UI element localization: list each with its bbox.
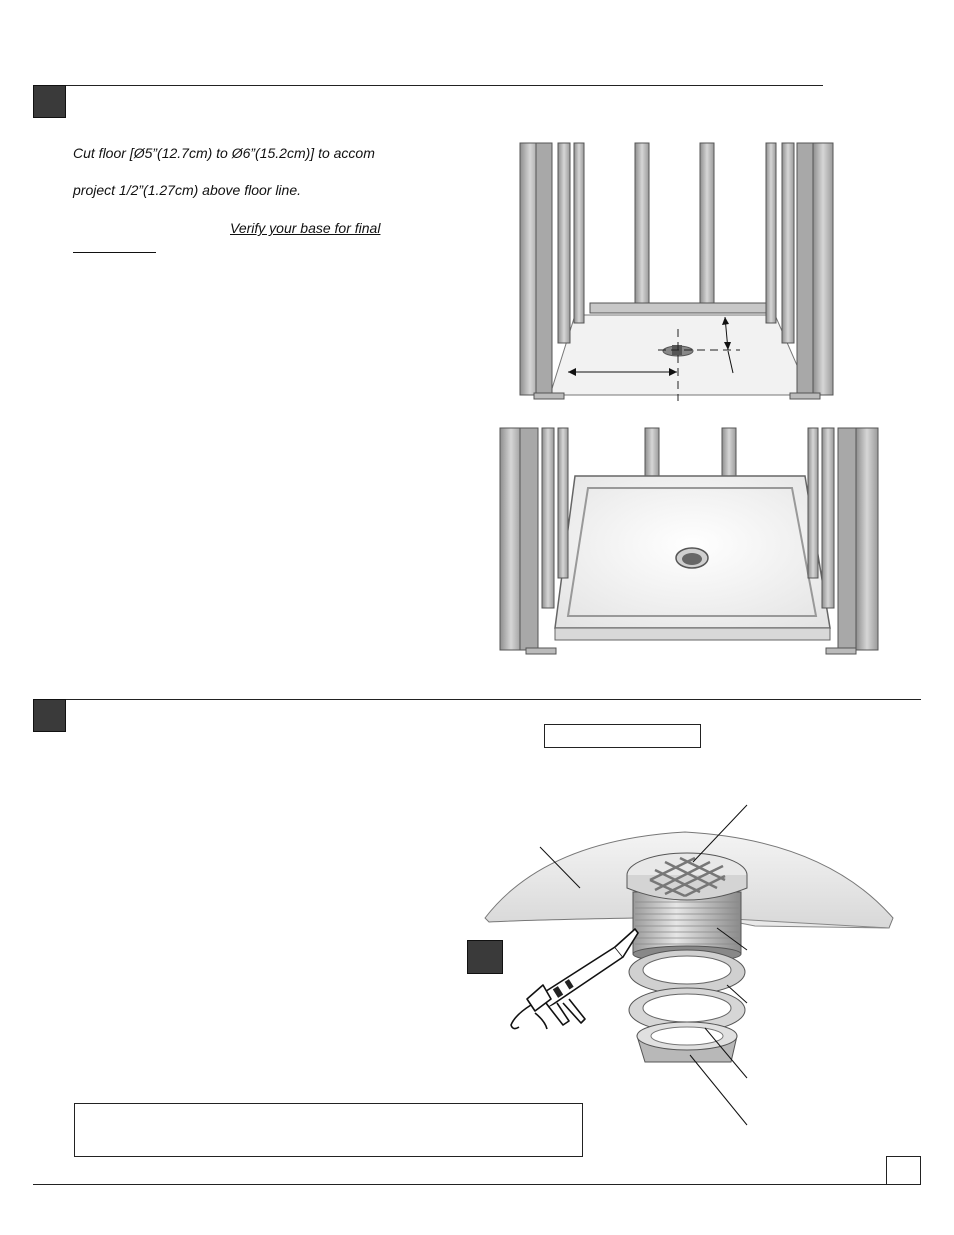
stud	[700, 143, 714, 313]
verify-underline-tail	[73, 252, 156, 253]
page-number-box	[886, 1156, 921, 1185]
step-1-verify-note: Verify your base for final	[230, 220, 381, 236]
note-box	[74, 1103, 583, 1157]
section-1-rule	[33, 85, 823, 86]
step-2-marker	[33, 699, 66, 732]
stud	[635, 143, 649, 313]
footer-rule	[33, 1184, 921, 1185]
step-1-marker	[33, 85, 66, 118]
bottom-plate	[590, 303, 770, 313]
step-1-line-1: Cut floor [Ø5”(12.7cm) to Ø6”(15.2cm)] to accom	[73, 145, 375, 161]
shower-base-installed-illustration	[500, 428, 880, 656]
section-2-rule	[33, 699, 921, 700]
step-1-line-2: project 1/2”(1.27cm) above floor line.	[73, 182, 301, 198]
part-label-box	[544, 724, 701, 748]
framing-drain-hole-illustration	[520, 143, 833, 401]
caulking-gun-icon	[505, 925, 640, 1035]
